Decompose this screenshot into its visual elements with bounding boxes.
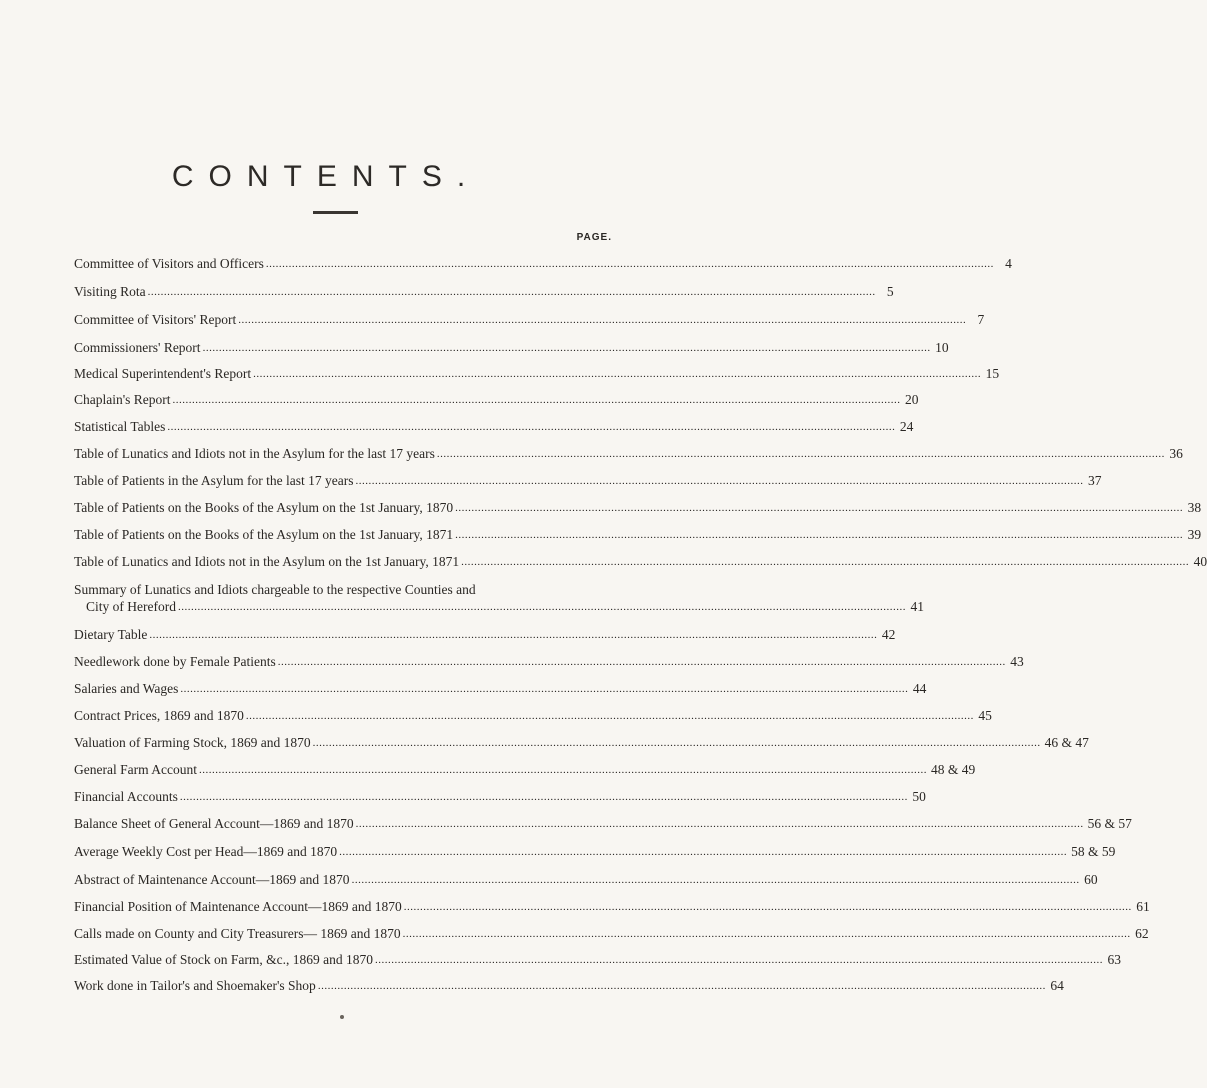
toc-entry xyxy=(74,816,1132,832)
ink-mark xyxy=(340,1015,344,1019)
toc-entry xyxy=(74,527,1202,543)
toc-entry xyxy=(74,312,985,328)
toc-entry-title: Summary of Lunatics and Idiots chargeable to the respective Counties and xyxy=(74,582,476,597)
leader-dots xyxy=(404,899,1132,915)
toc-entry-page: 61 xyxy=(1136,899,1150,914)
leader-dots xyxy=(253,366,981,382)
leader-dots xyxy=(178,599,906,615)
toc-entry-page: 42 xyxy=(881,627,896,642)
toc-entry-title: Estimated Value of Stock on Farm, &c., 1869 and 1870 xyxy=(74,952,373,967)
toc-entry-page: 64 xyxy=(1050,978,1064,993)
page-title: CONTENTS. xyxy=(171,160,481,193)
toc-entry-page: 15 xyxy=(985,366,1000,381)
toc-entry-title: Commissioners' Report xyxy=(74,340,201,355)
toc-entry-title: Medical Superintendent's Report xyxy=(74,366,252,381)
toc-entry-page: 62 xyxy=(1135,926,1149,941)
toc-entry xyxy=(74,952,1121,968)
toc-entry xyxy=(74,844,1116,860)
toc-entry-page: 63 xyxy=(1107,952,1121,967)
toc-entry xyxy=(74,582,924,615)
leader-dots xyxy=(455,527,1183,543)
toc-entry-page: 50 xyxy=(912,789,926,804)
toc-entry-title: Abstract of Maintenance Account—1869 and 1870 xyxy=(74,872,350,887)
toc-entry-title: Table of Patients in the Asylum for the last 17 years xyxy=(74,473,354,488)
toc-entry xyxy=(74,789,926,805)
toc-entry-title: Visiting Rota xyxy=(74,284,146,299)
leader-dots xyxy=(278,654,1006,670)
toc-entry-title: Balance Sheet of General Account—1869 and 1870 xyxy=(74,816,354,831)
leader-dots xyxy=(167,419,895,435)
toc-entry xyxy=(74,446,1183,462)
leader-dots xyxy=(149,627,877,643)
toc-entry-title: Table of Lunatics and Idiots not in the Asylum on the 1st January, 1871 xyxy=(74,554,460,569)
leader-dots xyxy=(461,554,1189,570)
toc-entry-title: Contract Prices, 1869 and 1870 xyxy=(74,708,244,723)
toc-entry-page: 40 xyxy=(1193,554,1207,569)
toc-entry-title: Calls made on County and City Treasurers— 1869 and 1870 xyxy=(74,926,401,941)
toc-entry-page: 4 xyxy=(1005,256,1012,271)
leader-dots xyxy=(313,735,1041,751)
toc-entry xyxy=(74,735,1089,751)
toc-entry xyxy=(74,419,914,435)
toc-entry xyxy=(74,872,1098,888)
toc-entry-title: Table of Patients on the Books of the Asylum on the 1st January, 1871 xyxy=(74,527,454,542)
toc-entry-page: 58 & 59 xyxy=(1071,844,1116,859)
toc-entry-page: 36 xyxy=(1169,446,1183,461)
leader-dots xyxy=(455,500,1183,516)
leader-dots xyxy=(375,952,1103,968)
leader-dots xyxy=(352,872,1080,888)
toc-entry xyxy=(74,256,1012,272)
toc-entry-page: 48 & 49 xyxy=(930,762,976,777)
toc-entry-page: 39 xyxy=(1187,527,1202,542)
toc-entry xyxy=(74,627,896,643)
toc-entry-title: Table of Lunatics and Idiots not in the Asylum for the last 17 years xyxy=(74,446,435,461)
leader-dots xyxy=(246,708,974,724)
leader-dots xyxy=(199,762,927,778)
toc-entry xyxy=(74,366,1000,382)
leader-dots xyxy=(173,392,901,408)
toc-entry-page: 37 xyxy=(1088,473,1102,488)
toc-entry xyxy=(74,392,919,408)
toc-entry-page: 56 & 57 xyxy=(1087,816,1132,831)
leader-dots xyxy=(318,978,1046,994)
leader-dots xyxy=(180,681,908,697)
toc-entry xyxy=(74,926,1149,942)
toc-entry xyxy=(74,978,1064,994)
toc-entry xyxy=(74,284,894,300)
leader-dots xyxy=(148,284,876,300)
toc-entry-title: Table of Patients on the Books of the Asylum on the 1st January, 1870 xyxy=(74,500,454,515)
toc-entry xyxy=(74,654,1024,670)
toc-entry xyxy=(74,899,1150,915)
toc-entry-page: 24 xyxy=(899,419,914,434)
toc-entry-page: 20 xyxy=(905,392,919,407)
toc-entry xyxy=(74,500,1202,516)
toc-entry-page: 46 & 47 xyxy=(1044,735,1089,750)
toc-entry-page: 44 xyxy=(912,681,927,696)
toc-entry-title-continued: City of Hereford xyxy=(86,599,176,614)
toc-entry-page: 38 xyxy=(1187,500,1202,515)
toc-entry-page: 41 xyxy=(910,599,924,614)
toc-entry-title: Statistical Tables xyxy=(74,419,166,434)
toc-entry xyxy=(74,554,1207,570)
leader-dots xyxy=(356,473,1084,489)
toc-entry-page: 5 xyxy=(886,284,894,299)
title-divider xyxy=(313,211,358,214)
toc-entry-title: Average Weekly Cost per Head—1869 and 1870 xyxy=(74,844,338,859)
leader-dots xyxy=(403,926,1131,942)
toc-entry-title: Needlework done by Female Patients xyxy=(74,654,276,669)
leader-dots xyxy=(356,816,1084,832)
toc-entry-page: 45 xyxy=(978,708,992,723)
toc-entry-page: 7 xyxy=(977,312,985,327)
toc-entry xyxy=(74,340,949,356)
toc-entry xyxy=(74,681,927,697)
leader-dots xyxy=(437,446,1165,462)
toc-entry-title: Dietary Table xyxy=(74,627,148,642)
toc-entry-title: Committee of Visitors and Officers xyxy=(74,256,264,271)
toc-entry xyxy=(74,762,976,778)
toc-entry-page: 60 xyxy=(1084,872,1098,887)
toc-entry-page: 10 xyxy=(935,340,949,355)
toc-entry xyxy=(74,708,992,724)
toc-entry-title: Salaries and Wages xyxy=(74,681,179,696)
toc-entry-title: Work done in Tailor's and Shoemaker's Shop xyxy=(74,978,316,993)
toc-entry xyxy=(74,473,1102,489)
toc-entry-title: General Farm Account xyxy=(74,762,197,777)
toc-entry-title: Chaplain's Report xyxy=(74,392,171,407)
toc-entry-title: Committee of Visitors' Report xyxy=(74,312,237,327)
leader-dots xyxy=(238,312,966,328)
leader-dots xyxy=(180,789,908,805)
toc-entry-title: Valuation of Farming Stock, 1869 and 1870 xyxy=(74,735,311,750)
leader-dots xyxy=(203,340,931,356)
page-column-label: PAGE. xyxy=(576,232,612,243)
toc-entry-title: Financial Accounts xyxy=(74,789,178,804)
leader-dots xyxy=(339,844,1067,860)
toc-entry-page: 43 xyxy=(1010,654,1024,669)
leader-dots xyxy=(266,256,994,272)
toc-entry-title: Financial Position of Maintenance Account—1869 and 1870 xyxy=(74,899,402,914)
